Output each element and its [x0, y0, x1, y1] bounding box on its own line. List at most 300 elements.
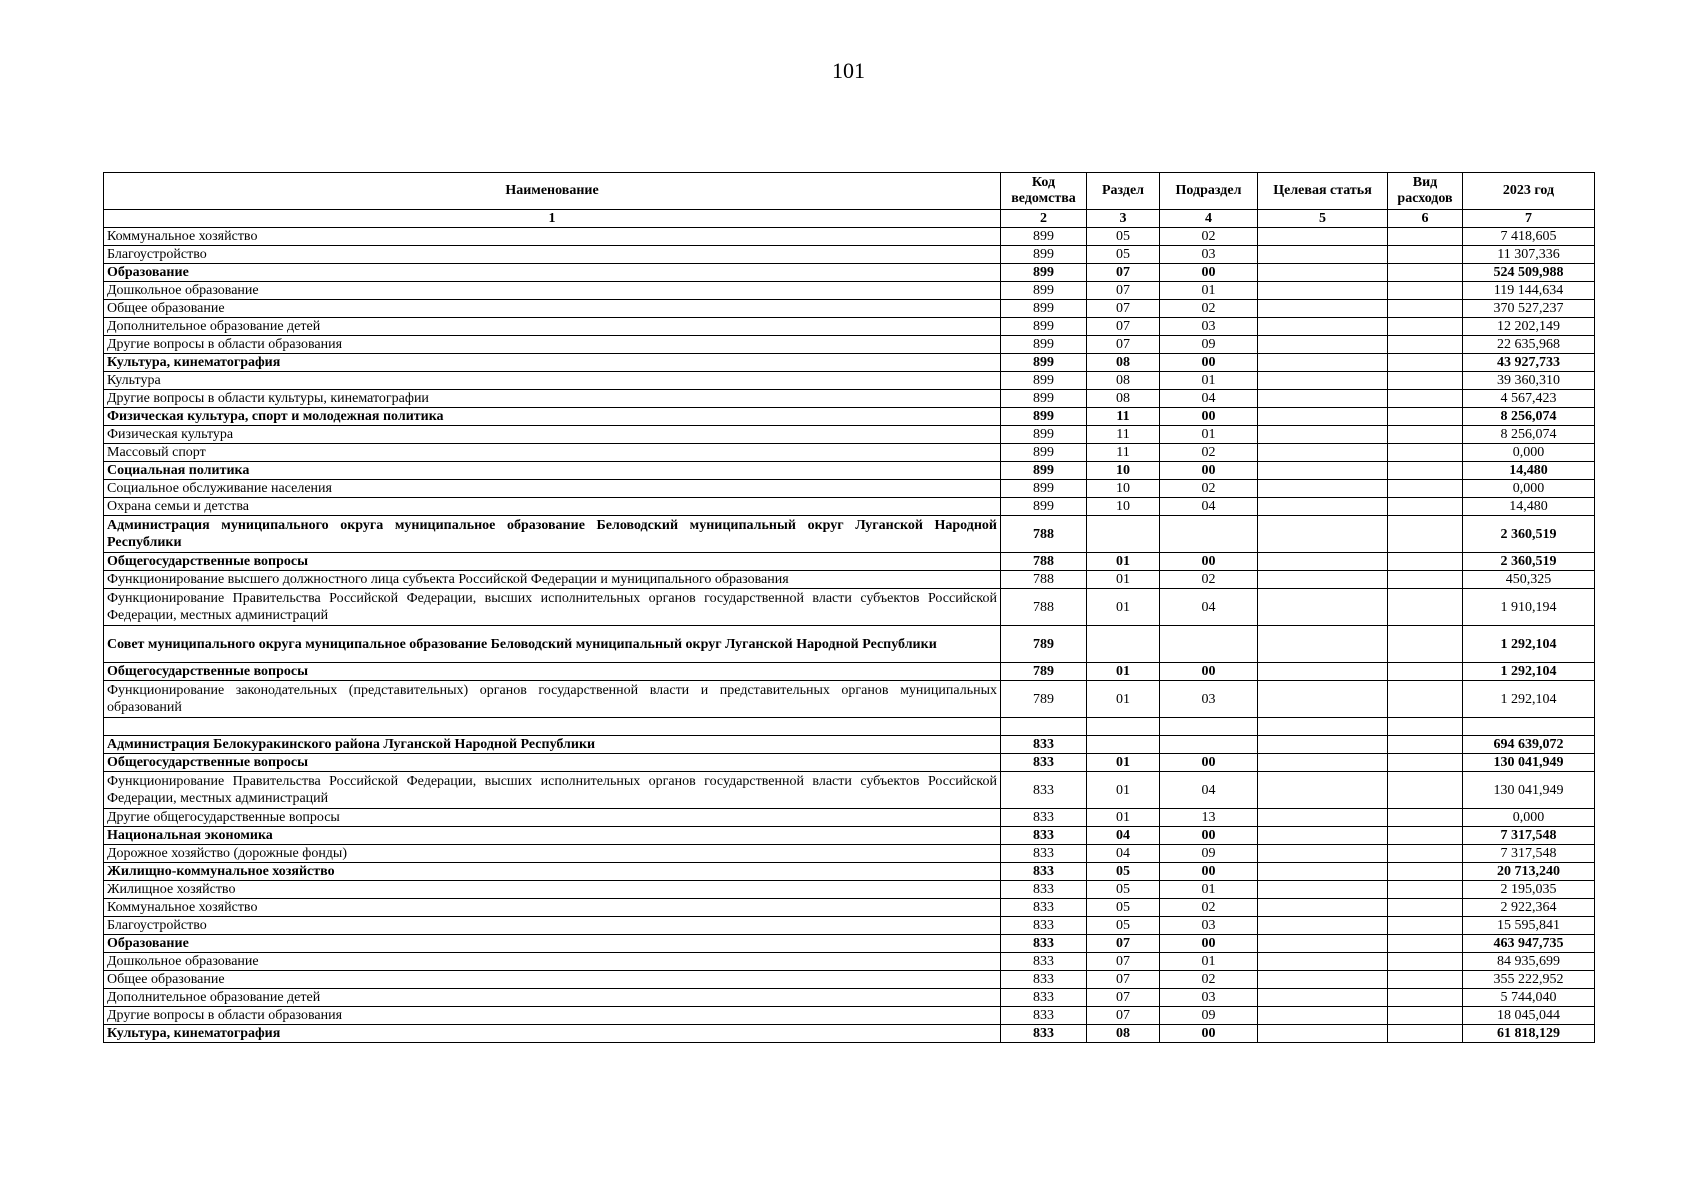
- row-kod: 899: [1001, 282, 1087, 300]
- row-podrazdel: 13: [1160, 809, 1258, 827]
- row-amount: 7 317,548: [1463, 827, 1595, 845]
- row-amount: [1463, 718, 1595, 736]
- row-vid: [1388, 480, 1463, 498]
- row-kod: 833: [1001, 827, 1087, 845]
- row-celevaya: [1258, 754, 1388, 772]
- row-celevaya: [1258, 845, 1388, 863]
- row-vid: [1388, 354, 1463, 372]
- header-razdel: Раздел: [1087, 173, 1160, 210]
- column-number: 5: [1258, 210, 1388, 228]
- row-vid: [1388, 881, 1463, 899]
- row-kod: 833: [1001, 953, 1087, 971]
- row-amount: 43 927,733: [1463, 354, 1595, 372]
- row-celevaya: [1258, 663, 1388, 681]
- row-podrazdel: 04: [1160, 498, 1258, 516]
- row-celevaya: [1258, 881, 1388, 899]
- row-amount: 463 947,735: [1463, 935, 1595, 953]
- row-name: [104, 718, 1001, 736]
- row-vid: [1388, 827, 1463, 845]
- row-razdel: 05: [1087, 917, 1160, 935]
- row-podrazdel: 00: [1160, 827, 1258, 845]
- row-razdel: 01: [1087, 772, 1160, 809]
- table-row: [104, 663, 1595, 681]
- row-amount: 7 418,605: [1463, 228, 1595, 246]
- table-row: [104, 718, 1595, 736]
- row-razdel: 04: [1087, 827, 1160, 845]
- row-kod: 833: [1001, 754, 1087, 772]
- row-razdel: 01: [1087, 663, 1160, 681]
- row-vid: [1388, 971, 1463, 989]
- row-podrazdel: 00: [1160, 553, 1258, 571]
- table-row: [104, 336, 1595, 354]
- table-row: [104, 228, 1595, 246]
- row-vid: [1388, 681, 1463, 718]
- row-kod: 833: [1001, 809, 1087, 827]
- row-vid: [1388, 426, 1463, 444]
- row-celevaya: [1258, 1025, 1388, 1043]
- row-celevaya: [1258, 480, 1388, 498]
- row-podrazdel: 01: [1160, 881, 1258, 899]
- row-celevaya: [1258, 426, 1388, 444]
- row-amount: 694 639,072: [1463, 736, 1595, 754]
- row-celevaya: [1258, 228, 1388, 246]
- row-vid: [1388, 571, 1463, 589]
- row-razdel: 11: [1087, 408, 1160, 426]
- table-row: [104, 264, 1595, 282]
- row-kod: 899: [1001, 264, 1087, 282]
- row-amount: 355 222,952: [1463, 971, 1595, 989]
- row-kod: 899: [1001, 336, 1087, 354]
- row-razdel: 08: [1087, 372, 1160, 390]
- row-amount: 15 595,841: [1463, 917, 1595, 935]
- row-name: Национальная экономика: [104, 827, 1001, 845]
- row-name: Функционирование законодательных (представительных) органов государственной власти и представительных органов муниципальных образований: [104, 681, 1001, 718]
- row-kod: 899: [1001, 318, 1087, 336]
- row-kod: 899: [1001, 498, 1087, 516]
- row-podrazdel: 01: [1160, 426, 1258, 444]
- row-name: Общегосударственные вопросы: [104, 754, 1001, 772]
- row-celevaya: [1258, 899, 1388, 917]
- row-name: Жилищно-коммунальное хозяйство: [104, 863, 1001, 881]
- row-amount: 1 292,104: [1463, 681, 1595, 718]
- row-razdel: 11: [1087, 426, 1160, 444]
- row-razdel: 01: [1087, 571, 1160, 589]
- row-razdel: 07: [1087, 336, 1160, 354]
- row-amount: 119 144,634: [1463, 282, 1595, 300]
- row-amount: 4 567,423: [1463, 390, 1595, 408]
- row-celevaya: [1258, 571, 1388, 589]
- row-razdel: 01: [1087, 553, 1160, 571]
- row-podrazdel: [1160, 718, 1258, 736]
- row-vid: [1388, 935, 1463, 953]
- row-podrazdel: 02: [1160, 300, 1258, 318]
- row-podrazdel: 03: [1160, 681, 1258, 718]
- row-celevaya: [1258, 681, 1388, 718]
- row-celevaya: [1258, 462, 1388, 480]
- table-row: [104, 953, 1595, 971]
- row-amount: 22 635,968: [1463, 336, 1595, 354]
- row-celevaya: [1258, 935, 1388, 953]
- row-podrazdel: 00: [1160, 663, 1258, 681]
- row-name: Культура, кинематография: [104, 354, 1001, 372]
- row-name: Жилищное хозяйство: [104, 881, 1001, 899]
- row-name: Дошкольное образование: [104, 953, 1001, 971]
- row-name: Образование: [104, 264, 1001, 282]
- row-celevaya: [1258, 516, 1388, 553]
- row-kod: 899: [1001, 300, 1087, 318]
- row-razdel: 08: [1087, 354, 1160, 372]
- row-celevaya: [1258, 626, 1388, 663]
- table-row: [104, 553, 1595, 571]
- row-celevaya: [1258, 300, 1388, 318]
- row-vid: [1388, 282, 1463, 300]
- row-amount: 2 195,035: [1463, 881, 1595, 899]
- row-vid: [1388, 553, 1463, 571]
- row-name: Социальное обслуживание населения: [104, 480, 1001, 498]
- row-name: Охрана семьи и детства: [104, 498, 1001, 516]
- table-row: [104, 989, 1595, 1007]
- row-podrazdel: 01: [1160, 372, 1258, 390]
- row-name: Физическая культура, спорт и молодежная политика: [104, 408, 1001, 426]
- row-amount: 61 818,129: [1463, 1025, 1595, 1043]
- row-amount: 1 910,194: [1463, 589, 1595, 626]
- row-amount: 14,480: [1463, 498, 1595, 516]
- table-row: [104, 1007, 1595, 1025]
- row-kod: 833: [1001, 989, 1087, 1007]
- row-razdel: 11: [1087, 444, 1160, 462]
- header-year: 2023 год: [1463, 173, 1595, 210]
- row-kod: 833: [1001, 881, 1087, 899]
- table-row: [104, 971, 1595, 989]
- row-celevaya: [1258, 336, 1388, 354]
- row-amount: 8 256,074: [1463, 408, 1595, 426]
- row-razdel: [1087, 718, 1160, 736]
- row-podrazdel: 02: [1160, 228, 1258, 246]
- row-name: Физическая культура: [104, 426, 1001, 444]
- row-celevaya: [1258, 444, 1388, 462]
- row-podrazdel: 02: [1160, 571, 1258, 589]
- row-vid: [1388, 1025, 1463, 1043]
- row-kod: 833: [1001, 935, 1087, 953]
- row-celevaya: [1258, 589, 1388, 626]
- column-number: 6: [1388, 210, 1463, 228]
- header-kod: Код ведомства: [1001, 173, 1087, 210]
- row-vid: [1388, 390, 1463, 408]
- row-podrazdel: 01: [1160, 953, 1258, 971]
- row-razdel: 10: [1087, 462, 1160, 480]
- row-vid: [1388, 300, 1463, 318]
- row-razdel: 08: [1087, 1025, 1160, 1043]
- row-vid: [1388, 264, 1463, 282]
- header-podrazdel: Подраздел: [1160, 173, 1258, 210]
- row-kod: 899: [1001, 246, 1087, 264]
- table-row: [104, 899, 1595, 917]
- row-podrazdel: 00: [1160, 462, 1258, 480]
- row-razdel: 05: [1087, 228, 1160, 246]
- row-amount: 0,000: [1463, 444, 1595, 462]
- table-row: [104, 626, 1595, 663]
- row-celevaya: [1258, 809, 1388, 827]
- row-amount: 0,000: [1463, 480, 1595, 498]
- row-razdel: 10: [1087, 480, 1160, 498]
- header-celevaya: Целевая статья: [1258, 173, 1388, 210]
- row-name: Дорожное хозяйство (дорожные фонды): [104, 845, 1001, 863]
- row-name: Общегосударственные вопросы: [104, 553, 1001, 571]
- row-razdel: 07: [1087, 989, 1160, 1007]
- row-kod: 788: [1001, 571, 1087, 589]
- table-row: [104, 426, 1595, 444]
- row-podrazdel: 00: [1160, 935, 1258, 953]
- header-vid: Вид расходов: [1388, 173, 1463, 210]
- row-podrazdel: 01: [1160, 282, 1258, 300]
- row-name: Функционирование высшего должностного лица субъекта Российской Федерации и муниципального образования: [104, 571, 1001, 589]
- row-razdel: 01: [1087, 681, 1160, 718]
- row-vid: [1388, 663, 1463, 681]
- row-amount: 14,480: [1463, 462, 1595, 480]
- row-name: Благоустройство: [104, 917, 1001, 935]
- table-row: [104, 1025, 1595, 1043]
- row-podrazdel: [1160, 736, 1258, 754]
- row-name: Коммунальное хозяйство: [104, 899, 1001, 917]
- row-vid: [1388, 899, 1463, 917]
- table-row: [104, 444, 1595, 462]
- row-celevaya: [1258, 264, 1388, 282]
- row-name: Функционирование Правительства Российской Федерации, высших исполнительных органов государственной власти субъектов Российской Федерации, местных администраций: [104, 772, 1001, 809]
- row-kod: 899: [1001, 480, 1087, 498]
- row-podrazdel: 09: [1160, 1007, 1258, 1025]
- row-podrazdel: 03: [1160, 246, 1258, 264]
- table-row: [104, 372, 1595, 390]
- row-name: Функционирование Правительства Российской Федерации, высших исполнительных органов государственной власти субъектов Российской Федерации, местных администраций: [104, 589, 1001, 626]
- row-name: Другие общегосударственные вопросы: [104, 809, 1001, 827]
- row-name: Массовый спорт: [104, 444, 1001, 462]
- row-amount: 1 292,104: [1463, 626, 1595, 663]
- row-name: Коммунальное хозяйство: [104, 228, 1001, 246]
- column-number: 1: [104, 210, 1001, 228]
- row-kod: 899: [1001, 372, 1087, 390]
- row-amount: 130 041,949: [1463, 772, 1595, 809]
- column-number: 2: [1001, 210, 1087, 228]
- budget-table: [103, 172, 1595, 1043]
- table-row: [104, 318, 1595, 336]
- row-podrazdel: 00: [1160, 754, 1258, 772]
- table-row: [104, 736, 1595, 754]
- row-name: Другие вопросы в области образования: [104, 1007, 1001, 1025]
- row-amount: 130 041,949: [1463, 754, 1595, 772]
- table-header-row: [104, 173, 1595, 210]
- row-podrazdel: 00: [1160, 354, 1258, 372]
- row-podrazdel: 00: [1160, 1025, 1258, 1043]
- table-row: [104, 571, 1595, 589]
- row-amount: 2 360,519: [1463, 516, 1595, 553]
- row-kod: 899: [1001, 426, 1087, 444]
- row-name: Администрация Белокуракинского района Луганской Народной Республики: [104, 736, 1001, 754]
- row-vid: [1388, 336, 1463, 354]
- row-name: Образование: [104, 935, 1001, 953]
- row-kod: 833: [1001, 845, 1087, 863]
- row-amount: 2 360,519: [1463, 553, 1595, 571]
- row-kod: 899: [1001, 354, 1087, 372]
- row-vid: [1388, 754, 1463, 772]
- table-row: [104, 809, 1595, 827]
- row-podrazdel: 04: [1160, 772, 1258, 809]
- row-vid: [1388, 589, 1463, 626]
- column-number: 7: [1463, 210, 1595, 228]
- row-celevaya: [1258, 246, 1388, 264]
- row-celevaya: [1258, 354, 1388, 372]
- table-row: [104, 408, 1595, 426]
- row-podrazdel: [1160, 626, 1258, 663]
- row-razdel: 07: [1087, 971, 1160, 989]
- row-vid: [1388, 772, 1463, 809]
- row-razdel: 05: [1087, 881, 1160, 899]
- row-kod: 833: [1001, 863, 1087, 881]
- row-celevaya: [1258, 408, 1388, 426]
- row-amount: 2 922,364: [1463, 899, 1595, 917]
- row-vid: [1388, 444, 1463, 462]
- row-kod: 899: [1001, 408, 1087, 426]
- row-celevaya: [1258, 971, 1388, 989]
- row-vid: [1388, 736, 1463, 754]
- row-celevaya: [1258, 318, 1388, 336]
- row-kod: 899: [1001, 228, 1087, 246]
- row-vid: [1388, 462, 1463, 480]
- column-number: 4: [1160, 210, 1258, 228]
- row-razdel: 07: [1087, 953, 1160, 971]
- row-kod: 899: [1001, 462, 1087, 480]
- row-amount: 20 713,240: [1463, 863, 1595, 881]
- table-row: [104, 354, 1595, 372]
- table-row: [104, 935, 1595, 953]
- row-vid: [1388, 953, 1463, 971]
- page-number: 101: [832, 58, 865, 83]
- row-podrazdel: 02: [1160, 899, 1258, 917]
- row-celevaya: [1258, 772, 1388, 809]
- row-vid: [1388, 845, 1463, 863]
- table-row: [104, 246, 1595, 264]
- row-razdel: 07: [1087, 1007, 1160, 1025]
- row-kod: 899: [1001, 444, 1087, 462]
- row-celevaya: [1258, 917, 1388, 935]
- row-vid: [1388, 863, 1463, 881]
- row-razdel: [1087, 736, 1160, 754]
- row-kod: 833: [1001, 1025, 1087, 1043]
- header-name: Наименование: [104, 173, 1001, 210]
- row-amount: 18 045,044: [1463, 1007, 1595, 1025]
- table-row: [104, 754, 1595, 772]
- table-row: [104, 881, 1595, 899]
- row-name: Общее образование: [104, 971, 1001, 989]
- table-row: [104, 681, 1595, 718]
- row-razdel: 07: [1087, 935, 1160, 953]
- row-vid: [1388, 318, 1463, 336]
- row-amount: 524 509,988: [1463, 264, 1595, 282]
- row-kod: 833: [1001, 899, 1087, 917]
- row-name: Дошкольное образование: [104, 282, 1001, 300]
- table-row: [104, 282, 1595, 300]
- row-kod: 788: [1001, 516, 1087, 553]
- row-kod: 833: [1001, 971, 1087, 989]
- table-row: [104, 827, 1595, 845]
- row-kod: 833: [1001, 1007, 1087, 1025]
- row-vid: [1388, 718, 1463, 736]
- row-podrazdel: 02: [1160, 444, 1258, 462]
- row-razdel: 01: [1087, 754, 1160, 772]
- table-row: [104, 498, 1595, 516]
- row-podrazdel: 09: [1160, 845, 1258, 863]
- row-vid: [1388, 408, 1463, 426]
- row-celevaya: [1258, 282, 1388, 300]
- row-amount: 0,000: [1463, 809, 1595, 827]
- row-celevaya: [1258, 953, 1388, 971]
- row-amount: 370 527,237: [1463, 300, 1595, 318]
- row-celevaya: [1258, 553, 1388, 571]
- row-name: Другие вопросы в области образования: [104, 336, 1001, 354]
- row-name: Общее образование: [104, 300, 1001, 318]
- row-razdel: 01: [1087, 589, 1160, 626]
- row-amount: 12 202,149: [1463, 318, 1595, 336]
- row-razdel: 05: [1087, 246, 1160, 264]
- table-row: [104, 300, 1595, 318]
- row-kod: 788: [1001, 553, 1087, 571]
- row-name: Благоустройство: [104, 246, 1001, 264]
- row-name: Социальная политика: [104, 462, 1001, 480]
- row-celevaya: [1258, 827, 1388, 845]
- table-row: [104, 390, 1595, 408]
- row-razdel: 10: [1087, 498, 1160, 516]
- row-razdel: 07: [1087, 282, 1160, 300]
- row-name: Совет муниципального округа муниципальное образование Беловодский муниципальный округ Луганской Народной Республики: [104, 626, 1001, 663]
- row-kod: [1001, 718, 1087, 736]
- column-numbers-row: [104, 210, 1595, 228]
- row-celevaya: [1258, 1007, 1388, 1025]
- table-row: [104, 516, 1595, 553]
- row-kod: 833: [1001, 736, 1087, 754]
- row-vid: [1388, 626, 1463, 663]
- table-row: [104, 863, 1595, 881]
- row-name: Общегосударственные вопросы: [104, 663, 1001, 681]
- row-razdel: [1087, 516, 1160, 553]
- row-podrazdel: 00: [1160, 264, 1258, 282]
- row-name: Дополнительное образование детей: [104, 989, 1001, 1007]
- table-row: [104, 589, 1595, 626]
- row-vid: [1388, 498, 1463, 516]
- row-podrazdel: [1160, 516, 1258, 553]
- row-celevaya: [1258, 372, 1388, 390]
- row-amount: 1 292,104: [1463, 663, 1595, 681]
- row-podrazdel: 03: [1160, 917, 1258, 935]
- row-name: Другие вопросы в области культуры, кинематографии: [104, 390, 1001, 408]
- row-razdel: 01: [1087, 809, 1160, 827]
- row-amount: 7 317,548: [1463, 845, 1595, 863]
- row-kod: 789: [1001, 626, 1087, 663]
- row-amount: 8 256,074: [1463, 426, 1595, 444]
- row-podrazdel: 04: [1160, 390, 1258, 408]
- row-podrazdel: 03: [1160, 318, 1258, 336]
- table-row: [104, 480, 1595, 498]
- row-amount: 450,325: [1463, 571, 1595, 589]
- row-kod: 789: [1001, 663, 1087, 681]
- table-row: [104, 917, 1595, 935]
- row-razdel: 07: [1087, 318, 1160, 336]
- row-celevaya: [1258, 718, 1388, 736]
- row-kod: 789: [1001, 681, 1087, 718]
- row-name: Администрация муниципального округа муниципальное образование Беловодский муниципальный округ Луганской Народной Республики: [104, 516, 1001, 553]
- row-podrazdel: 09: [1160, 336, 1258, 354]
- row-name: Дополнительное образование детей: [104, 318, 1001, 336]
- table-row: [104, 772, 1595, 809]
- row-razdel: [1087, 626, 1160, 663]
